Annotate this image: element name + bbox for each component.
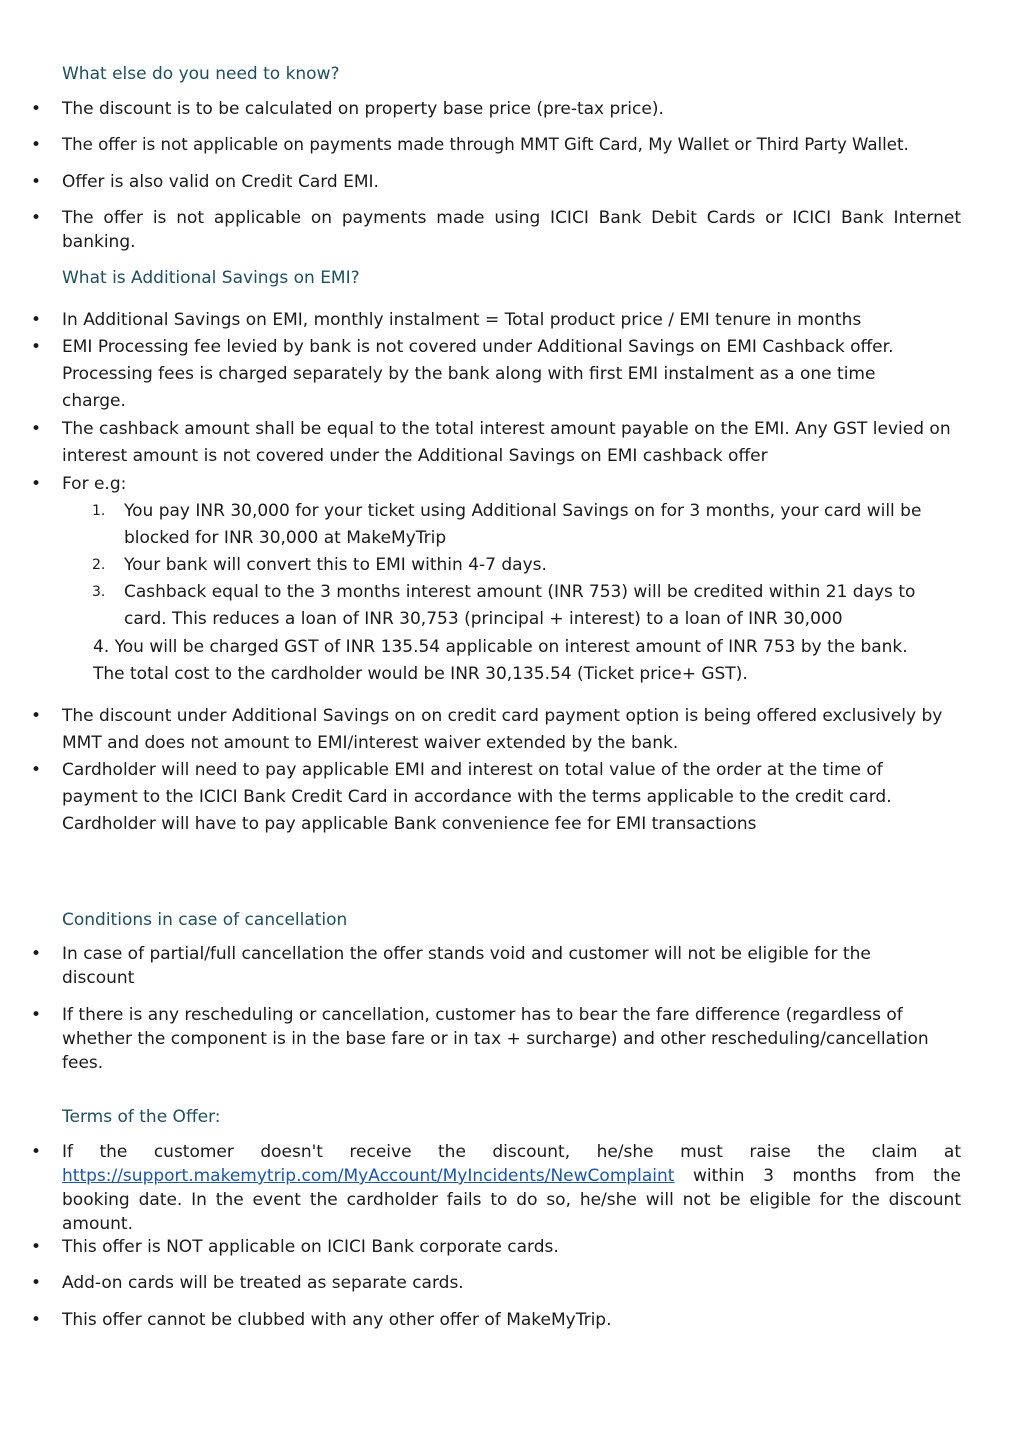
section-heading-terms: Terms of the Offer: bbox=[62, 1107, 221, 1127]
list-item: • If the customer doesn't receive the discount, he/she must raise the claim at https://support.makemytrip.com/MyAccount/MyIncidents/NewComplaint within 3 months from the booking date. In the event the cardholder fails to do so, he/she will not be eligible for the discount amount. bbox=[30, 1142, 961, 1234]
step-number: 3. bbox=[92, 584, 106, 600]
bullet-icon: • bbox=[30, 1237, 42, 1257]
bullet-icon: • bbox=[30, 1142, 42, 1162]
bullet-icon: • bbox=[30, 337, 42, 357]
list-item: • The offer is not applicable on payments made using ICICI Bank Debit Cards or ICICI Bank Internet banking. bbox=[30, 208, 961, 252]
bullet-icon: • bbox=[30, 1310, 42, 1330]
step-number: 1. bbox=[92, 503, 106, 519]
example-step-4: 4. You will be charged GST of INR 135.54 applicable on interest amount of INR 753 by the bank. bbox=[93, 637, 908, 657]
list-item: • If there is any rescheduling or cancellation, customer has to bear the fare difference (regardless of whether the component is in the base fare or in tax + surcharge) and other rescheduling/cancellation fees. bbox=[30, 1005, 929, 1073]
bullet-icon: • bbox=[30, 474, 42, 494]
example-step: 3. Cashback equal to the 3 months interest amount (INR 753) will be credited within 21 days to card. This reduces a loan of INR 30,753 (principal + interest) to a loan of INR 30,000 bbox=[92, 579, 962, 633]
list-item: • In case of partial/full cancellation the offer stands void and customer will not be eligible for the discount bbox=[30, 944, 871, 988]
list-item: • For e.g: bbox=[30, 471, 961, 498]
bullet-icon: • bbox=[30, 706, 42, 726]
list-item: • In Additional Savings on EMI, monthly instalment = Total product price / EMI tenure in months bbox=[30, 307, 961, 334]
bullet-icon: • bbox=[30, 310, 42, 330]
bullet-icon: • bbox=[30, 99, 42, 119]
list-item: • Cardholder will need to pay applicable EMI and interest on total value of the order at the time of payment to the ICICI Bank Credit Card in accordance with the terms applicable to the credit card. Cardholder will have to pay applicable Bank convenience fee for EMI transactions bbox=[30, 757, 935, 838]
bullet-icon: • bbox=[30, 760, 42, 780]
example-step: 2. Your bank will convert this to EMI within 4-7 days. bbox=[92, 552, 962, 579]
list-item: • Add-on cards will be treated as separate cards. bbox=[30, 1273, 464, 1293]
bullet-icon: • bbox=[30, 135, 42, 155]
section-heading-know: What else do you need to know? bbox=[62, 64, 340, 84]
list-item: • This offer cannot be clubbed with any other offer of MakeMyTrip. bbox=[30, 1310, 612, 1330]
complaint-link[interactable]: https://support.makemytrip.com/MyAccount/MyIncidents/NewComplaint bbox=[62, 1166, 675, 1186]
list-item: • EMI Processing fee levied by bank is not covered under Additional Savings on EMI Cashback offer. Processing fees is charged separately by the bank along with first EMI instalment as a one time charge. bbox=[30, 334, 930, 415]
step-number: 2. bbox=[92, 557, 106, 573]
list-item: • The cashback amount shall be equal to the total interest amount payable on the EMI. Any GST levied on interest amount is not covered under the Additional Savings on EMI cashback offer bbox=[30, 416, 961, 470]
bullet-icon: • bbox=[30, 944, 42, 964]
list-item: • The discount is to be calculated on property base price (pre-tax price). bbox=[30, 99, 664, 119]
list-item: • Offer is also valid on Credit Card EMI. bbox=[30, 172, 379, 192]
bullet-icon: • bbox=[30, 419, 42, 439]
list-item: • This offer is NOT applicable on ICICI Bank corporate cards. bbox=[30, 1237, 559, 1257]
section-heading-emi: What is Additional Savings on EMI? bbox=[62, 268, 360, 288]
bullet-icon: • bbox=[30, 172, 42, 192]
bullet-icon: • bbox=[30, 1273, 42, 1293]
bullet-icon: • bbox=[30, 208, 42, 228]
list-item: • The discount under Additional Savings on on credit card payment option is being offered exclusively by MMT and does not amount to EMI/interest waiver extended by the bank. bbox=[30, 703, 945, 757]
total-cost-note: The total cost to the cardholder would be INR 30,135.54 (Ticket price+ GST). bbox=[93, 664, 748, 684]
section-heading-cancellation: Conditions in case of cancellation bbox=[62, 910, 348, 930]
example-step: 1. You pay INR 30,000 for your ticket using Additional Savings on for 3 months, your card will be blocked for INR 30,000 at MakeMyTrip bbox=[92, 498, 962, 552]
list-item: • The offer is not applicable on payments made through MMT Gift Card, My Wallet or Third Party Wallet. bbox=[30, 135, 909, 155]
bullet-icon: • bbox=[30, 1005, 42, 1025]
